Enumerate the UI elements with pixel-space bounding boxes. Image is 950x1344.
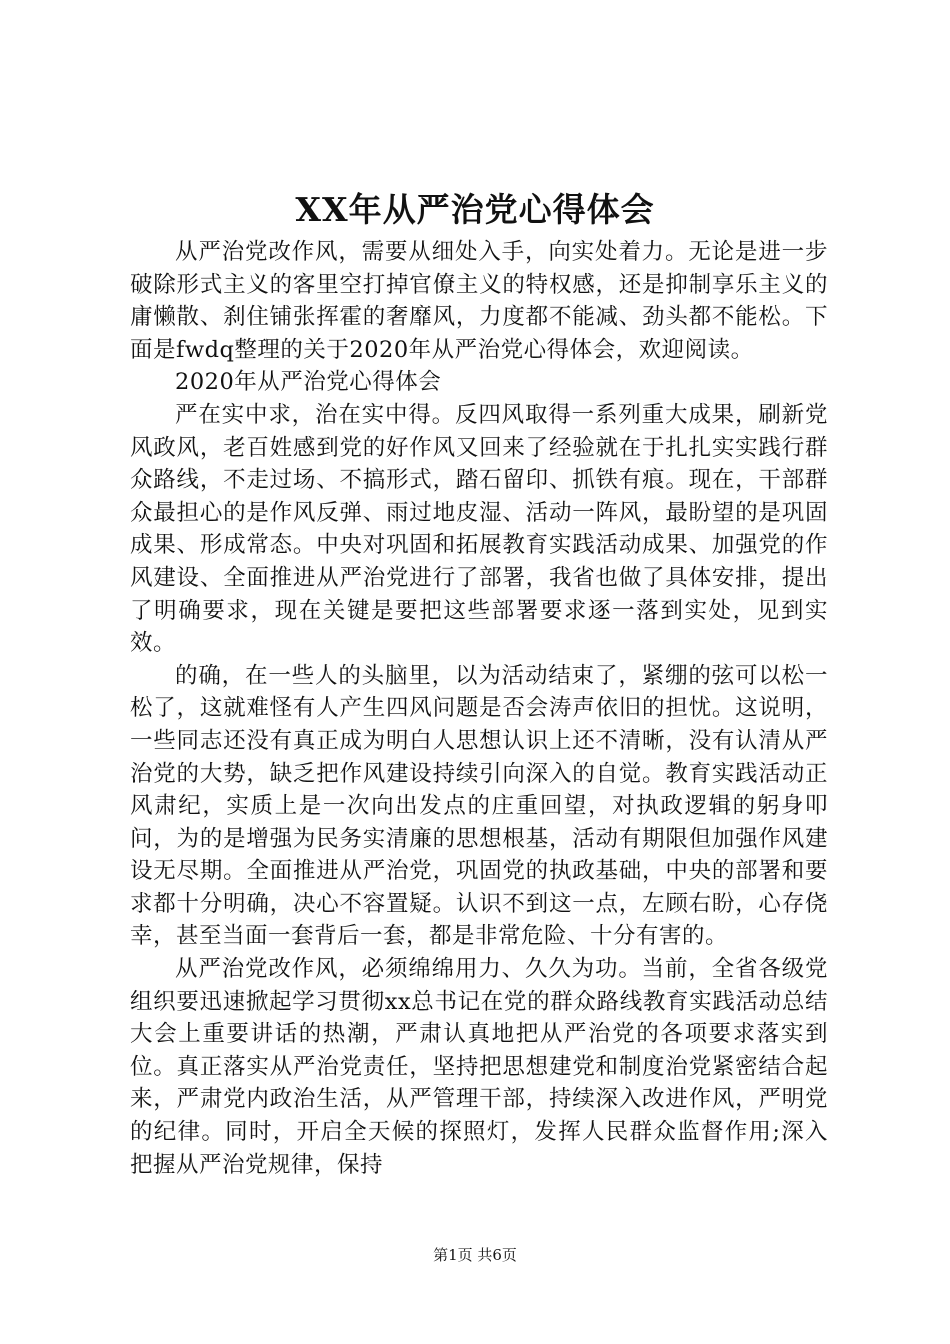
section-heading: 2020年从严治党心得体会 [175,369,442,396]
page-number-footer: 第1页 共6页 [433,1246,517,1264]
intro-paragraph: 从严治党改作风，需要从细处入手，向实处着力。无论是进一步破除形式主义的客里空打掉官僚主义的特权感，还是抑制享乐主义的庸懒散、刹住铺张挥霍的奢靡风，力度都不能减、劲头都不能松。下面是fwdq整理的关于2020年从严治党心得体会，欢迎阅读。 [130,239,828,363]
document-title: XX年从严治党心得体会 [295,190,655,229]
body-paragraph: 严在实中求，治在实中得。反四风取得一系列重大成果，刷新党风政风，老百姓感到党的好作风又回来了经验就在于扎扎实实践行群众路线，不走过场、不搞形式，踏石留印、抓铁有痕。现在，干部群众最担心的是作风反弹、雨过地皮湿、活动一阵风，最盼望的是巩固成果、形成常态。中央对巩固和拓展教育实践活动成果、加强党的作风建设、全面推进从严治党进行了部署，我省也做了具体安排，提出了明确要求，现在关键是要把这些部署要求逐一落到实处，见到实效。 [130,401,828,657]
body-paragraph: 的确，在一些人的头脑里，以为活动结束了，紧绷的弦可以松一松了，这就难怪有人产生四风问题是否会涛声依旧的担忧。这说明，一些同志还没有真正成为明白人思想认识上还不清晰，没有认清从严治党的大势，缺乏把作风建设持续引向深入的自觉。教育实践活动正风肃纪，实质上是一次向出发点的庄重回望，对执政逻辑的躬身叩问，为的是增强为民务实清廉的思想根基，活动有期限但加强作风建设无尽期。全面推进从严治党，巩固党的执政基础，中央的部署和要求都十分明确，决心不容置疑。认识不到这一点，左顾右盼，心存侥幸，甚至当面一套背后一套，都是非常危险、十分有害的。 [130,662,828,950]
body-paragraph: 从严治党改作风，必须绵绵用力、久久为功。当前，全省各级党组织要迅速掀起学习贯彻xx总书记在党的群众路线教育实践活动总结大会上重要讲话的热潮，严肃认真地把从严治党的各项要求落实到位。真正落实从严治党责任，坚持把思想建党和制度治党紧密结合起来，严肃党内政治生活，从严管理干部，持续深入改进作风，严明党的纪律。同时，开启全天候的探照灯，发挥人民群众监督作用;深入把握从严治党规律，保持 [130,956,828,1178]
document-body [130,236,828,1181]
